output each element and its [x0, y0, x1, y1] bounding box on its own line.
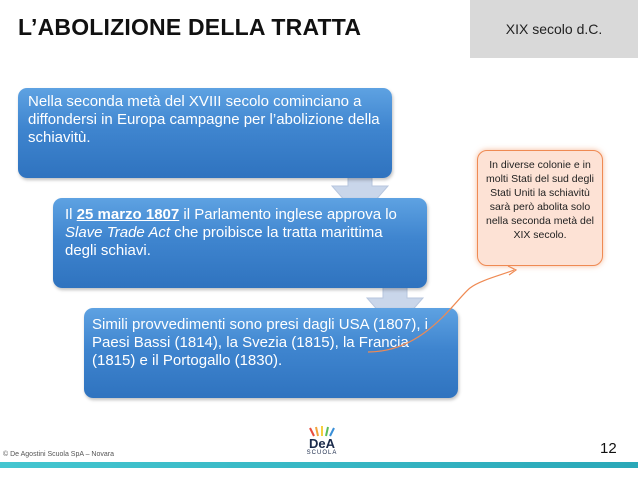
step-2-intro: Il: [65, 206, 77, 223]
step-3-text: Simili provvedimenti sono presi dagli USA (1807), i Paesi Bassi (1814), la Svezia (1815), la Francia (1815) e il Portogallo (1830).: [92, 316, 428, 369]
logo-text: DeA: [308, 436, 335, 451]
step-2-date: 25 marzo 1807: [76, 206, 180, 223]
period-text: XIX secolo d.C.: [505, 21, 603, 37]
logo-subtext: SCUOLA: [306, 450, 338, 456]
copyright-text: © De Agostini Scuola SpA – Novara: [3, 451, 114, 458]
step-2-end: che proibisce la tratta marittima degli schiavi.: [65, 224, 383, 259]
dea-logo: [300, 428, 344, 460]
footer-divider: [0, 462, 638, 468]
side-note-text: In diverse colonie e in molti Stati del sud degli Stati Uniti la schiavitù sarà però abolita solo nella seconda metà del XIX secolo.: [486, 159, 594, 241]
step-1-text: Nella seconda metà del XVIII secolo cominciano a diffondersi in Europa campagne per l’abolizione della schiavitù.: [28, 93, 380, 146]
slide-title: L’ABOLIZIONE DELLA TRATTA: [18, 14, 362, 40]
page-number: 12: [600, 440, 617, 457]
step-2-mid: il Parlamento inglese approva lo: [179, 206, 397, 223]
step-2-act: Slave Trade Act: [65, 224, 171, 241]
